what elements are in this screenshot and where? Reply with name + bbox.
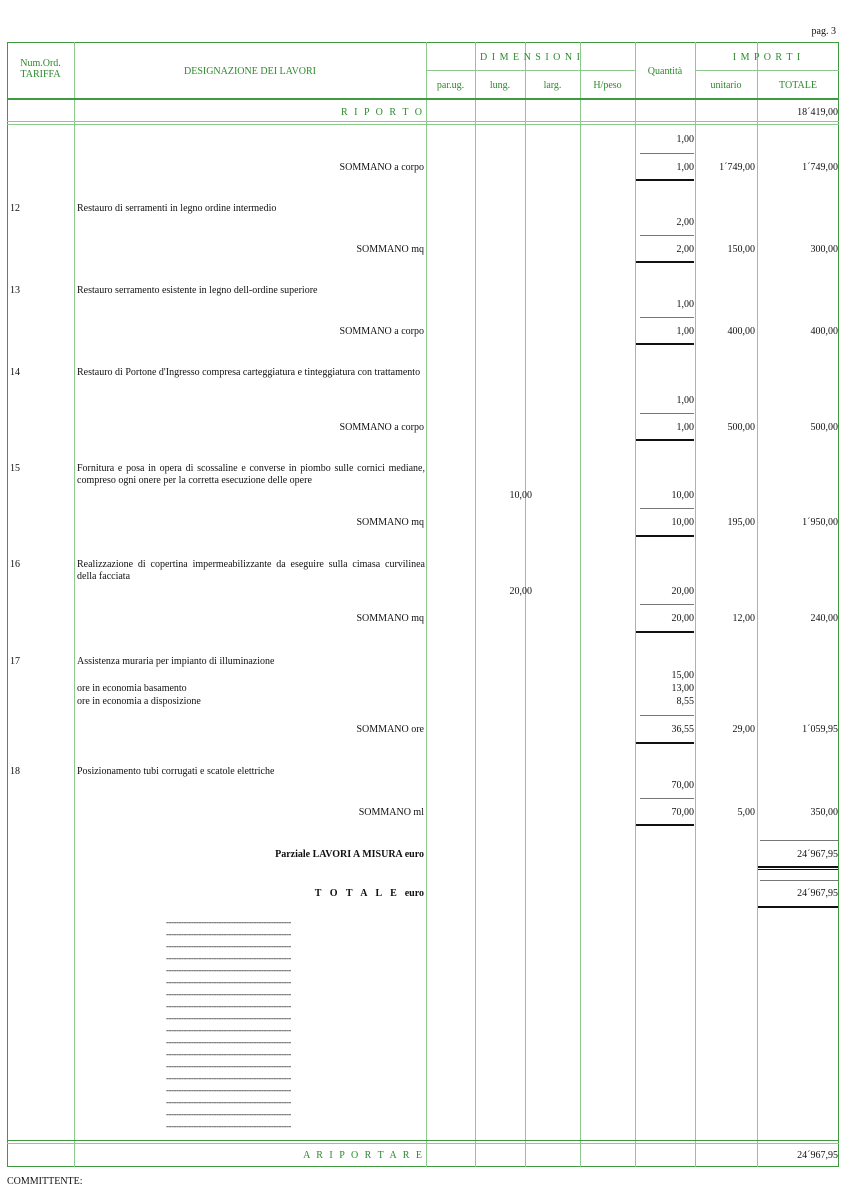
col-divider	[74, 42, 75, 1167]
sum-rule	[640, 413, 694, 414]
filler-dashes: -------------------------------------------------- -------------------------------------------------- -------------------------------------------------- -------------------------------------------------- -------------------------------------------------- -------------------------------------------------- -------------------------------------------------- -------------------------------------------------- -------------------------------------------------- -------------------------------------------------- -------------------------------------------------- -------------------------------------------------- -------------------------------------------------- -------------------------------------------------- -------------------------------------------------- -------------------------------------------------- -------------------------------------------------- --------------------------------------------------	[166, 917, 291, 1131]
totale-total: 24´967,95	[797, 888, 838, 899]
sommano-qty: 36,55	[671, 724, 694, 735]
item-description: Realizzazione di copertina impermeabilizzante da eseguire sulla cimasa curvilinea della facciata	[77, 559, 425, 582]
line-total: 1´950,00	[802, 517, 838, 528]
line-total: 300,00	[810, 244, 838, 255]
unit-price: 5,00	[737, 807, 755, 818]
riporto-total: 18´419,00	[797, 107, 838, 118]
a-riportare-label: A R I P O R T A R E	[303, 1150, 424, 1161]
totale-word: T O T A L E	[314, 888, 400, 899]
line-total: 500,00	[810, 422, 838, 433]
sum-thick-rule	[636, 179, 694, 181]
header-quantita: Quantità	[647, 66, 683, 77]
sommano-label: SOMMANO mq	[356, 517, 424, 528]
riporto-label: R I P O R T O	[340, 107, 424, 118]
header-lung: lung.	[489, 80, 511, 91]
sum-rule	[640, 317, 694, 318]
parziale-total: 24´967,95	[797, 849, 838, 860]
sum-rule	[640, 604, 694, 605]
header-dimensioni: D I M E N S I O N I	[480, 52, 581, 63]
header-unitario: unitario	[710, 80, 742, 91]
item-num: 17	[10, 656, 20, 667]
page-number: pag. 3	[811, 26, 836, 37]
header-totale: TOTALE	[779, 80, 817, 91]
line-total: 240,00	[810, 613, 838, 624]
item-qty: 20,00	[671, 586, 694, 597]
line-total: 1´749,00	[802, 162, 838, 173]
col-divider	[426, 42, 427, 1167]
sub-description: ore in economia basamento	[77, 683, 187, 694]
riporto-rule	[7, 121, 839, 122]
unit-price: 195,00	[727, 517, 755, 528]
sum-rule	[640, 798, 694, 799]
sommano-qty: 2,00	[676, 244, 694, 255]
col-divider	[695, 42, 696, 1167]
sum-thick-rule	[636, 742, 694, 744]
sommano-label: SOMMANO a corpo	[339, 422, 424, 433]
unit-price: 29,00	[732, 724, 755, 735]
item-num: 12	[10, 203, 20, 214]
sommano-qty: 1,00	[676, 162, 694, 173]
item-description: Restauro di Portone d'Ingresso compresa carteggiatura e tinteggiatura con trattamento	[77, 367, 421, 378]
header-h-peso: H/peso	[593, 80, 622, 91]
unit-price: 150,00	[727, 244, 755, 255]
sommano-qty: 10,00	[671, 517, 694, 528]
sum-rule	[760, 840, 838, 841]
item-lung: 10,00	[509, 490, 532, 501]
sommano-qty: 1,00	[676, 326, 694, 337]
sum-thick-rule	[636, 261, 694, 263]
header-bottom-rule	[7, 98, 839, 100]
col-divider	[635, 42, 636, 1167]
sum-thick-rule	[636, 535, 694, 537]
header-num-ord: Num.Ord. TARIFFA	[20, 58, 61, 80]
item-num: 16	[10, 559, 20, 570]
line-total: 400,00	[810, 326, 838, 337]
header-designazione: DESIGNAZIONE DEI LAVORI	[183, 66, 317, 77]
sommano-qty: 70,00	[671, 807, 694, 818]
footer-top-rule	[7, 1143, 839, 1144]
totale-label	[315, 888, 424, 899]
item-description: Restauro di serramenti in legno ordine intermedio	[77, 203, 277, 214]
sommano-label: SOMMANO a corpo	[339, 326, 424, 337]
item-num: 18	[10, 766, 20, 777]
sommano-label: SOMMANO mq	[356, 244, 424, 255]
sum-rule	[640, 508, 694, 509]
sum-rule	[758, 869, 838, 870]
sommano-label: SOMMANO ore	[356, 724, 424, 735]
item-description: Assistenza muraria per impianto di illuminazione	[77, 656, 275, 667]
parziale-label: Parziale LAVORI A MISURA euro	[275, 849, 424, 860]
sum-thick-rule	[636, 343, 694, 345]
item-qty: 2,00	[676, 217, 694, 228]
importi-subline	[695, 70, 839, 71]
item-num: 14	[10, 367, 20, 378]
item-lung: 20,00	[509, 586, 532, 597]
sommano-label: SOMMANO mq	[356, 613, 424, 624]
committente-label: COMMITTENTE:	[7, 1176, 83, 1187]
item-num: 15	[10, 463, 20, 474]
sum-thick-rule	[636, 439, 694, 441]
sommano-label: SOMMANO a corpo	[339, 162, 424, 173]
item-num: 13	[10, 285, 20, 296]
col-divider	[580, 42, 581, 1167]
item-qty: 1,00	[676, 395, 694, 406]
sommano-qty: 20,00	[671, 613, 694, 624]
sub-description: ore in economia a disposizione	[77, 696, 201, 707]
sum-rule	[640, 715, 694, 716]
a-riportare-total: 24´967,95	[797, 1150, 838, 1161]
item-qty: 10,00	[671, 490, 694, 501]
line-total: 350,00	[810, 807, 838, 818]
item-qty: 8,55	[676, 696, 694, 707]
item-description: Restauro serramento esistente in legno dell-ordine superiore	[77, 285, 318, 296]
header-par-ug: par.ug.	[436, 80, 465, 91]
unit-price: 400,00	[727, 326, 755, 337]
line-total: 1´059,95	[802, 724, 838, 735]
item-qty: 70,00	[671, 780, 694, 791]
unit-price: 1´749,00	[719, 162, 755, 173]
riporto-rule	[7, 124, 839, 125]
sum-rule	[640, 153, 694, 154]
sum-rule	[760, 880, 838, 881]
sum-thick-rule	[636, 824, 694, 826]
sum-rule	[640, 235, 694, 236]
item-description: Fornitura e posa in opera di scossaline e converse in piombo sulle cornici mediane, compreso ogni onere per la corretta esecuzione delle opere	[77, 463, 425, 486]
header-larg: larg.	[543, 80, 562, 91]
col-divider	[757, 42, 758, 1167]
sum-thick-rule	[758, 866, 838, 868]
sum-thick-rule	[636, 631, 694, 633]
header-importi: I M P O R T I	[732, 52, 802, 63]
sommano-qty: 1,00	[676, 422, 694, 433]
item-qty: 1,00	[676, 299, 694, 310]
unit-price: 500,00	[727, 422, 755, 433]
item-qty: 15,00	[671, 670, 694, 681]
item-description: Posizionamento tubi corrugati e scatole elettriche	[77, 766, 275, 777]
col-divider	[525, 42, 526, 1167]
footer-top-rule	[7, 1140, 839, 1141]
dimensioni-subline	[426, 70, 635, 71]
item-qty: 13,00	[671, 683, 694, 694]
totale-euro: euro	[404, 888, 424, 899]
sommano-label: SOMMANO ml	[358, 807, 424, 818]
item-qty: 1,00	[676, 134, 694, 145]
unit-price: 12,00	[732, 613, 755, 624]
col-divider	[475, 42, 476, 1167]
sum-thick-rule	[758, 906, 838, 908]
